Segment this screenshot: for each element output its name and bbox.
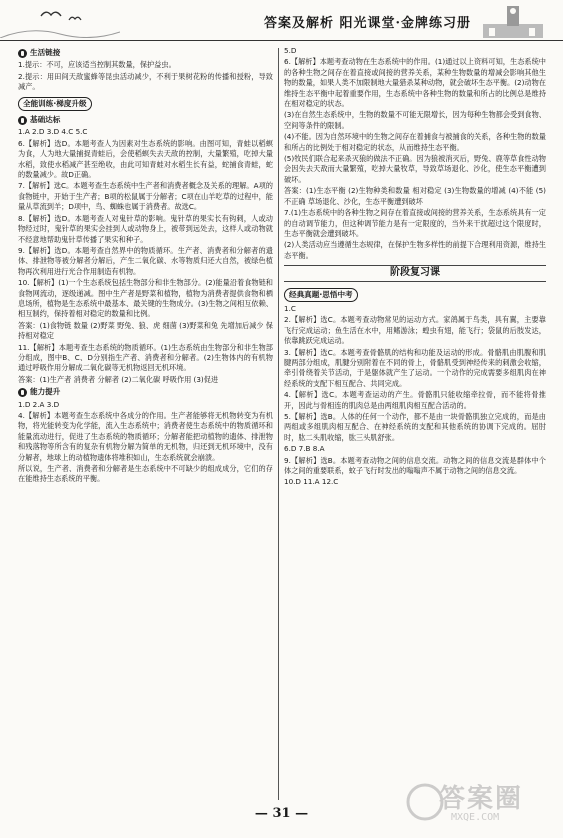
right-column [284,46,546,489]
watermark [405,776,555,832]
answer-paragraph: 答案：(1)食物链 数量 (2)野菜 野兔、狼、虎 细菌 (3)野菜和兔 先增加后减少 保持相对稳定 [18,320,273,341]
section-banner: 经典真题·思悟中考 [284,288,358,302]
grass-decoration [0,22,120,38]
answer-paragraph: (5)牧民们联合起来杀灭狼的做法不正确。因为狼被消灭后，野兔、鹿等草食性动物会因失去天敌而大量繁殖，吃掉大量牧草，导致草场退化、沙化，使生态平衡遭到破坏。 [284,154,546,184]
unit-title: 阶段复习课 [284,265,546,281]
answer-paragraph: 答案：(1)生态平衡 (2)生物种类和数量 相对稳定 (3)生物数量的增减 (4)不能 (5)不正确 草场退化、沙化，生态平衡遭到破坏 [284,186,546,206]
answer-paragraph: 2.【解析】选C。本题考查动物常见的运动方式。家鸽属于鸟类，具有翼，主要靠飞行完成运动；鱼生活在水中，用鳍游泳；蝗虫有翅，能飞行；袋鼠的后肢发达，依靠跳跃完成运动。 [284,315,546,346]
answer-paragraph: 10.D 11.A 12.C [284,477,339,487]
section-heading [18,387,273,397]
answer-paragraph: 7.(1)生态系统中的各种生物之间存在着直接或间接的营养关系，生态系统具有一定的自动调节能力，但这种调节能力是有一定限度的，当外来干扰超过这个限度时，生态平衡就会遭到破坏。 [284,208,546,238]
answer-paragraph: 5.【解析】选B。人体的任何一个动作，都不是由一块骨骼肌独立完成的，而是由两组或多组肌肉相互配合、在神经系统的支配和其他系统的协调下完成的。屈肘时，肱二头肌收缩，肱三头肌舒张。 [284,412,546,442]
answer-paragraph: 11.【解析】本题考查生态系统的物质循环。(1)生态系统由生物部分和非生物部分组成，图中B、C、D分别指生产者、消费者和分解者。(2)生物体内的有机物通过呼吸作用分解成二氧化碳等无机物返回无机环境。 [18,342,273,373]
watermark-text: 答案圈 [439,784,524,814]
section-heading-text: 基础达标 [30,115,61,125]
answer-paragraph: 4.【解析】选C。本题考查运动的产生。骨骼肌只能收缩牵拉骨，而不能将骨推开，因此与骨相连的肌肉总是由两组肌肉相互配合活动的。 [284,390,546,410]
section-heading [18,48,273,58]
bird-icon [68,14,82,22]
answer-paragraph: 1.提示：不可，应该适当控制其数量，保护益虫。 [18,60,176,70]
answer-paragraph: 7.【解析】选C。本题考查生态系统中生产者和消费者概念及关系的理解。A项的食物链中，开始于生产者；B项的松鼠属于分解者；C项在山羊吃草的过程中，能量从草流到羊；D项中，鸟、蜘蛛也属于消费者。故选C。 [18,181,273,212]
answer-paragraph: 3.【解析】选C。本题考查骨骼肌的结构和功能及运动的形成。骨骼肌由肌腹和肌腱两部分组成，肌腱分别附着在不同的骨上，骨骼肌受到神经传来的刺激会收缩，牵引骨绕着关节活动，于是躯体就产生了运动。一个动作的完成需要多组肌肉在神经系统的支配下相互配合、共同完成。 [284,347,546,388]
section-heading-text: 能力提升 [30,387,61,397]
column-divider [278,48,279,800]
answer-paragraph: 2.提示：用田间天敌蜜蜂等昆虫活动减少，不利于果树花粉的传播和授粉，导致减产。 [18,71,273,92]
answer-paragraph: 答案：(1)生产者 消费者 分解者 (2)二氧化碳 呼吸作用 (3)促进 [18,374,219,384]
answer-paragraph: 6.D 7.B 8.A [284,444,325,454]
answer-paragraph: 10.【解析】(1)一个生态系统包括生物部分和非生物部分。(2)能量沿着食物链和食物网流动，逐级递减。图中生产者是野菜和植物，植物为消费者提供食物和栖息场所，植物是生态系统中最基本、最关键的生物成分。(3)生物之间相互依赖、相互制约，保持着相对稳定的数量和比例。 [18,278,273,319]
page-number: — 31 — [254,806,309,821]
answer-paragraph: (2)人类活动应当遵循生态规律，在保护生物多样性的前提下合理利用资源，维持生态平衡。 [284,240,546,260]
answer-paragraph: 6.【解析】选D。本题考查人为因素对生态系统的影响。由图可知，青蛙以稻螟为食，人为地大量捕捉青蛙后，会使稻螟失去天敌的控制，大量繁殖，吃掉大量水稻，致使水稻减产甚至绝收，由此可知青蛙对水稻生长有益，蛇捕食青蛙，蛇的数量减少。故D正确。 [18,138,273,180]
section-icon [18,49,27,58]
left-column [18,46,273,486]
answer-paragraph: 1.C [284,303,296,313]
section-icon [18,116,27,125]
answer-paragraph: 1.A 2.D 3.D 4.C 5.C [18,127,88,137]
answer-paragraph: 所以说，生产者、消费者和分解者是生态系统中不可缺少的组成成分，它们的存在能维持生态系统的平衡。 [18,464,273,484]
answer-paragraph: 6.【解析】本题考查动物在生态系统中的作用。(1)通过以上资料可知，生态系统中的各种生物之间存在着直接或间接的营养关系，某种生物数量的增减会影响其他生物的数量，如果人类不加限制地大量猎杀某种动物，就会破坏生态平衡。(2)动物在维持生态平衡中起着重要作用，生态系统中各种生物的数量和所占的比例总是维持在相对稳定的状态。 [284,57,546,109]
building-icon [479,2,549,40]
page-header [0,0,563,41]
answer-paragraph: (3)在自然生态系统中，生物的数量不可能无限增长，因为每种生物都会受到食物、空间等条件的限制。 [284,110,546,130]
section-banner: 全能训练·梯度升级 [18,97,92,111]
header-title: 答案及解析 阳光课堂·金牌练习册 [263,16,471,31]
section-heading-text: 生活链接 [30,48,61,57]
answer-paragraph: 4.【解析】本题考查生态系统中各成分的作用。生产者能够将无机物转变为有机物，将光能转变为化学能，流入生态系统中；消费者使生态系统中的物质循环和能量流动进行，促进了生态系统的物质循环；分解者能把动植物的遗体、排泄物和残落物等所含有的复杂有机物分解为简单的无机物，归还到无机环境中，没有分解者，地球上的动植物遗体将堆积如山，生态系统就会崩溃。 [18,411,273,462]
watermark-url: MXQE.COM [451,812,500,823]
answer-paragraph: (4)不能。因为自然环境中的生物之间存在着捕食与被捕食的关系，各种生物的数量和所占的比例处于相对稳定的状态，从而维持生态平衡。 [284,132,546,152]
answer-paragraph: 8.【解析】选D。本题考查人对鬼针草的影响。鬼针草的果实长有钩刺，人或动物经过时，鬼针草的果实会挂到人或动物身上，被带到远处去，这样人或动物就不经意地帮助鬼针草传播了果实和种子。 [18,213,273,244]
answer-paragraph: 1.D 2.A 3.D [18,399,60,409]
answer-paragraph: 9.【解析】选D。本题考查自然界中的物质循环。生产者、消费者和分解者的遗体、排泄物等被分解者分解后，产生二氧化碳、水等物质归还大自然，被绿色植物再次利用进行光合作用制造有机物。 [18,245,273,276]
answer-paragraph: 9.【解析】选B。本题考查动物之间的信息交流。动物之间的信息交流是群体中个体之间的重要联系，蚊子飞行时发出的嗡嗡声不属于动物之间的信息交流。 [284,455,546,476]
section-icon [18,388,27,397]
bird-icon [40,8,62,20]
section-heading [18,115,273,125]
answer-paragraph: 5.D [284,46,297,55]
